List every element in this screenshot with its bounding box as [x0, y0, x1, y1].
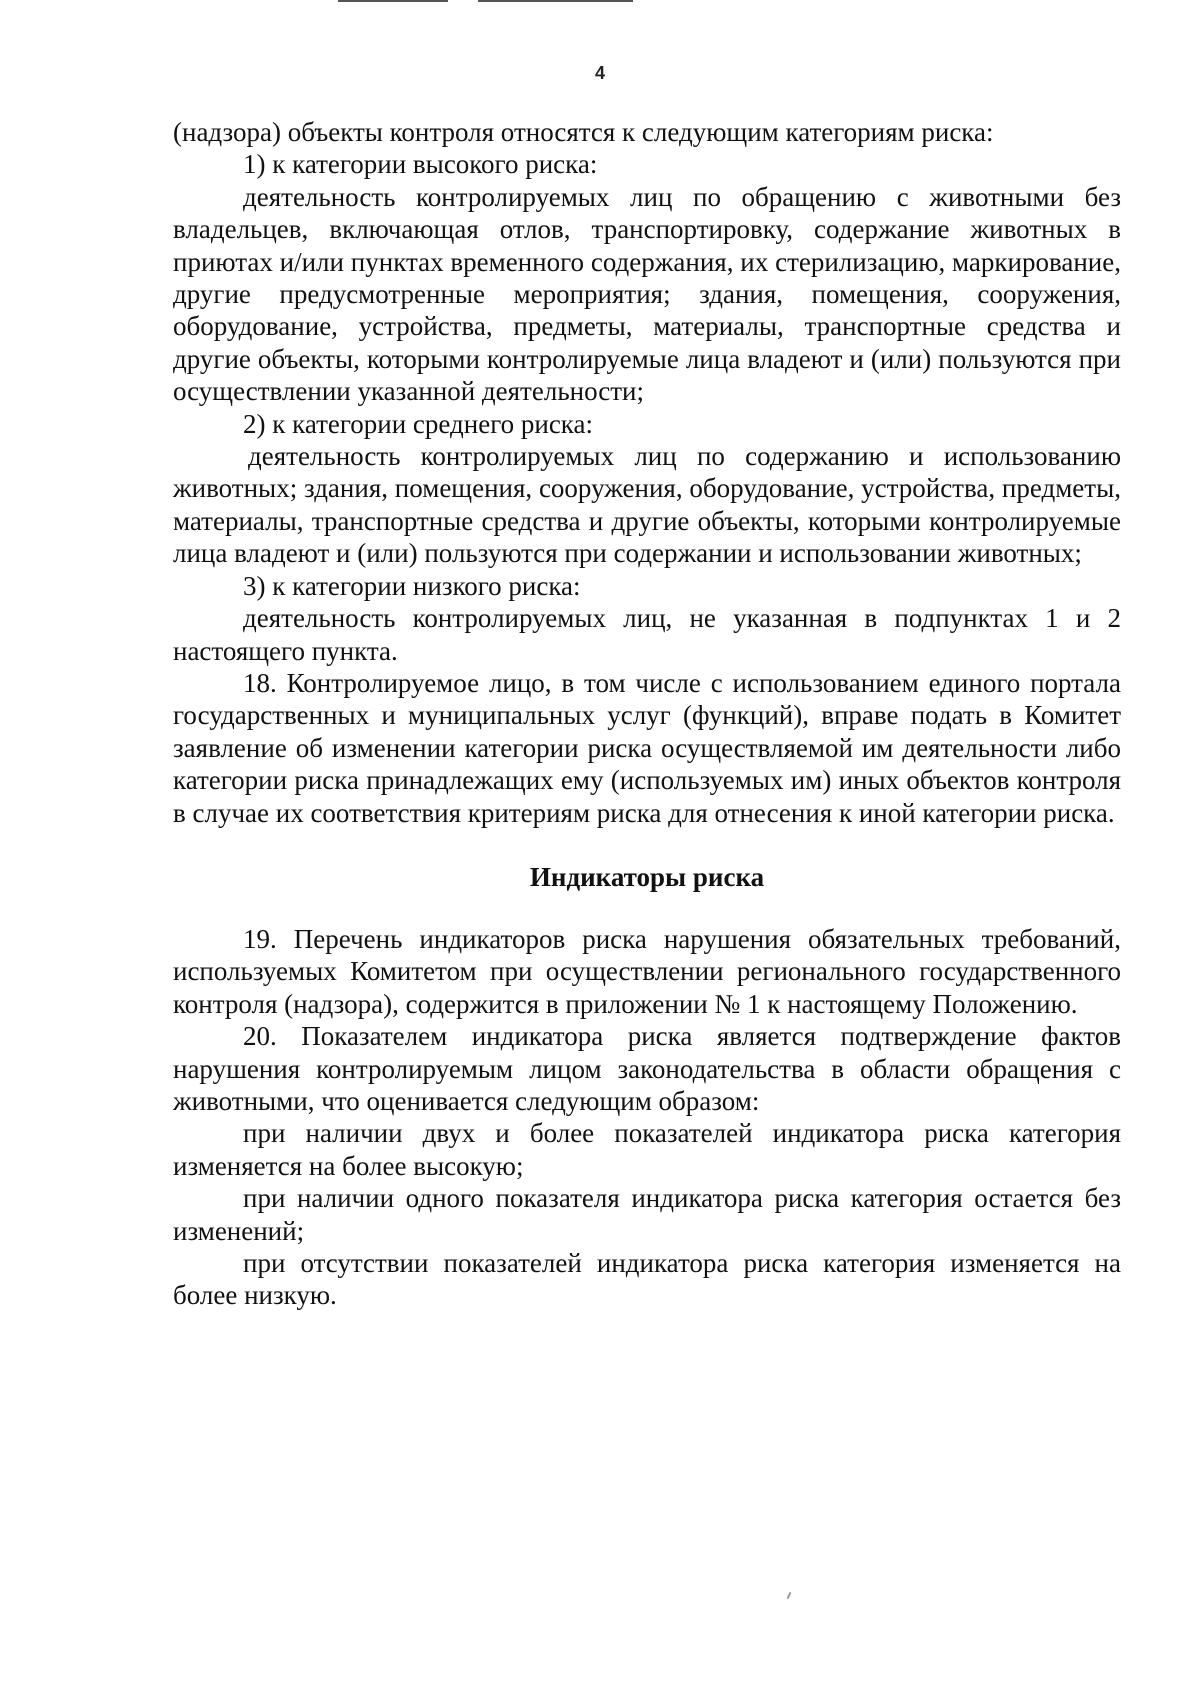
top-scan-rule-left	[338, 0, 448, 2]
paragraph-item-20: 20. Показателем индикатора риска является подтверждение фактов нарушения контролируемым лицом законодательства в области обращения с животными, что оценивается следующим образом:	[173, 1021, 1121, 1116]
top-scan-rule-right	[478, 0, 633, 2]
scan-speck	[787, 1592, 792, 1599]
page-number: 4	[594, 63, 605, 83]
paragraph-continuation: (надзора) объекты контроля относятся к следующим категориям риска:	[173, 117, 994, 147]
paragraph-item-19: 19. Перечень индикаторов риска нарушения обязательных требований, используемых Комитетом при осуществлении регионального государственного контроля (надзора), содержится в приложении № 1 к настоящему Положению.	[173, 923, 1121, 1019]
document-body	[173, 116, 1121, 1312]
paragraph-item-18: 18. Контролируемое лицо, в том числе с использованием единого портала государственных и муниципальных услуг (функций), вправе подать в Комитет заявление об изменении категории риска осуществляемой им деятельности либо категории риска принадлежащих ему (используемых им) иных объектов контроля в случае их соответствия критериям риска для отнесения к иной категории риска.	[173, 667, 1121, 828]
paragraph-rule-one-indicator: при наличии одного показателя индикатора риска категория остается без изменений;	[173, 1183, 1121, 1246]
paragraph-medium-risk-description: деятельность контролируемых лиц по содержанию и использованию животных; здания, помещения, сооружения, оборудование, устройства, предметы, материалы, транспортные средства и другие объекты, которыми контролируемые лица владеют и (или) пользуются при содержании и использовании животных;	[173, 441, 1121, 569]
paragraph-rule-two-indicators: при наличии двух и более показателей индикатора риска категория изменяется на более высокую;	[173, 1118, 1121, 1181]
paragraph-low-risk-description: деятельность контролируемых лиц, не указанная в подпунктах 1 и 2 настоящего пункта.	[173, 603, 1121, 666]
section-heading: Индикаторы риска	[529, 861, 765, 892]
paragraph-high-risk-item: 1) к категории высокого риска:	[243, 149, 598, 180]
paragraph-high-risk-description: деятельность контролируемых лиц по обращению с животными без владельцев, включающая отлов, транспортировку, содержание животных в приютах и/или пунктах временного содержания, их стерилизацию, маркирование, другие предусмотренные мероприятия; здания, помещения, сооружения, оборудование, устройства, предметы, материалы, транспортные средства и другие объекты, которыми контролируемые лица владеют и (или) пользуются при осуществлении указанной деятельности;	[173, 181, 1121, 407]
paragraph-rule-no-indicators: при отсутствии показателей индикатора риска категория изменяется на более низкую.	[173, 1248, 1121, 1311]
paragraph-medium-risk-item: 2) к категории среднего риска:	[243, 408, 593, 439]
paragraph-low-risk-item: 3) к категории низкого риска:	[243, 570, 581, 601]
